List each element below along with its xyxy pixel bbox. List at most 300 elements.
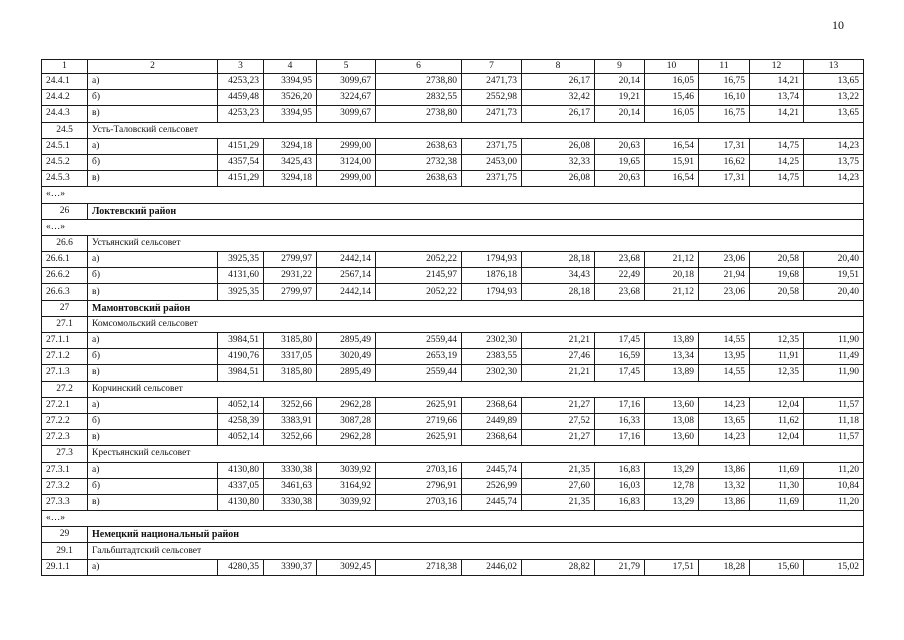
value-cell: 3925,35 xyxy=(218,252,264,268)
value-cell: 3039,92 xyxy=(317,494,376,510)
table-row xyxy=(42,413,864,429)
value-cell: 2559,44 xyxy=(376,365,462,381)
value-cell: 2799,97 xyxy=(264,252,317,268)
value-cell: 20,63 xyxy=(595,138,645,154)
value-cell: 14,25 xyxy=(750,154,804,170)
value-cell: 15,60 xyxy=(750,559,804,575)
subsection-row xyxy=(42,446,864,462)
value-cell: 16,75 xyxy=(699,106,750,122)
value-cell: 3925,35 xyxy=(218,284,264,300)
value-cell: 14,55 xyxy=(699,333,750,349)
row-code: 27.3 xyxy=(42,446,88,462)
column-header: 8 xyxy=(522,60,595,74)
value-cell: 13,95 xyxy=(699,349,750,365)
value-cell: 3294,18 xyxy=(264,138,317,154)
value-cell: 23,06 xyxy=(699,252,750,268)
value-cell: 2895,49 xyxy=(317,365,376,381)
row-label: в) xyxy=(88,430,218,446)
value-cell: 21,35 xyxy=(522,462,595,478)
value-cell: 14,23 xyxy=(804,171,864,187)
value-cell: 2371,75 xyxy=(462,171,522,187)
value-cell: 23,06 xyxy=(699,284,750,300)
value-cell: 3390,37 xyxy=(264,559,317,575)
column-header: 12 xyxy=(750,60,804,74)
value-cell: 11,20 xyxy=(804,462,864,478)
row-label: б) xyxy=(88,478,218,494)
value-cell: 11,49 xyxy=(804,349,864,365)
value-cell: 3224,67 xyxy=(317,90,376,106)
value-cell: 11,90 xyxy=(804,365,864,381)
value-cell: 3099,67 xyxy=(317,74,376,90)
value-cell: 2638,63 xyxy=(376,138,462,154)
value-cell: 21,21 xyxy=(522,333,595,349)
column-header: 2 xyxy=(88,60,218,74)
value-cell: 13,86 xyxy=(699,494,750,510)
value-cell: 15,91 xyxy=(645,154,699,170)
value-cell: 3317,05 xyxy=(264,349,317,365)
value-cell: 19,68 xyxy=(750,268,804,284)
omission-row xyxy=(42,187,864,203)
row-code: 27.3.2 xyxy=(42,478,88,494)
value-cell: 22,49 xyxy=(595,268,645,284)
value-cell: 18,28 xyxy=(699,559,750,575)
value-cell: 16,54 xyxy=(645,138,699,154)
value-cell: 13,65 xyxy=(804,74,864,90)
row-label: а) xyxy=(88,74,218,90)
subsection-row xyxy=(42,381,864,397)
value-cell: 12,04 xyxy=(750,397,804,413)
subsection-row xyxy=(42,316,864,332)
value-cell: 11,69 xyxy=(750,494,804,510)
row-code: 24.4.3 xyxy=(42,106,88,122)
value-cell: 26,08 xyxy=(522,138,595,154)
value-cell: 13,32 xyxy=(699,478,750,494)
value-cell: 11,30 xyxy=(750,478,804,494)
row-code: 24.4.2 xyxy=(42,90,88,106)
value-cell: 3124,00 xyxy=(317,154,376,170)
value-cell: 20,63 xyxy=(595,171,645,187)
row-code: 27.1.3 xyxy=(42,365,88,381)
value-cell: 4052,14 xyxy=(218,430,264,446)
table-row xyxy=(42,365,864,381)
value-cell: 3039,92 xyxy=(317,462,376,478)
column-header: 9 xyxy=(595,60,645,74)
value-cell: 3252,66 xyxy=(264,397,317,413)
subsection-title: Корчинский сельсовет xyxy=(88,381,864,397)
value-cell: 11,20 xyxy=(804,494,864,510)
value-cell: 2703,16 xyxy=(376,494,462,510)
value-cell: 3984,51 xyxy=(218,333,264,349)
table-row xyxy=(42,138,864,154)
value-cell: 12,35 xyxy=(750,333,804,349)
table-row xyxy=(42,284,864,300)
value-cell: 2895,49 xyxy=(317,333,376,349)
value-cell: 21,35 xyxy=(522,494,595,510)
value-cell: 13,65 xyxy=(804,106,864,122)
value-cell: 3425,43 xyxy=(264,154,317,170)
value-cell: 16,05 xyxy=(645,106,699,122)
value-cell: 4253,23 xyxy=(218,74,264,90)
value-cell: 3164,92 xyxy=(317,478,376,494)
table-row xyxy=(42,268,864,284)
value-cell: 16,62 xyxy=(699,154,750,170)
row-label: в) xyxy=(88,494,218,510)
row-label: в) xyxy=(88,365,218,381)
row-code: 24.5.1 xyxy=(42,138,88,154)
subsection-title: Устьянский сельсовет xyxy=(88,235,864,251)
value-cell: 11,57 xyxy=(804,397,864,413)
row-code: 27.1 xyxy=(42,316,88,332)
value-cell: 4253,23 xyxy=(218,106,264,122)
table-row xyxy=(42,430,864,446)
value-cell: 2962,28 xyxy=(317,397,376,413)
value-cell: 11,57 xyxy=(804,430,864,446)
value-cell: 2442,14 xyxy=(317,284,376,300)
value-cell: 2719,66 xyxy=(376,413,462,429)
table-row xyxy=(42,333,864,349)
table-row xyxy=(42,478,864,494)
value-cell: 17,16 xyxy=(595,397,645,413)
value-cell: 20,40 xyxy=(804,284,864,300)
value-cell: 4459,48 xyxy=(218,90,264,106)
value-cell: 14,23 xyxy=(699,397,750,413)
value-cell: 11,69 xyxy=(750,462,804,478)
value-cell: 1794,93 xyxy=(462,252,522,268)
table-row xyxy=(42,397,864,413)
row-code: 26.6 xyxy=(42,235,88,251)
value-cell: 2052,22 xyxy=(376,252,462,268)
value-cell: 2371,75 xyxy=(462,138,522,154)
subsection-row xyxy=(42,122,864,138)
tariff-table xyxy=(41,59,864,576)
column-header: 7 xyxy=(462,60,522,74)
value-cell: 4357,54 xyxy=(218,154,264,170)
column-header: 6 xyxy=(376,60,462,74)
value-cell: 17,51 xyxy=(645,559,699,575)
row-code: 27.3.1 xyxy=(42,462,88,478)
value-cell: 13,34 xyxy=(645,349,699,365)
row-code: 26.6.2 xyxy=(42,268,88,284)
value-cell: 3092,45 xyxy=(317,559,376,575)
value-cell: 2145,97 xyxy=(376,268,462,284)
value-cell: 2625,91 xyxy=(376,397,462,413)
row-label: б) xyxy=(88,90,218,106)
subsection-title: Гальбштадтский сельсовет xyxy=(88,543,864,559)
value-cell: 13,74 xyxy=(750,90,804,106)
table-row xyxy=(42,171,864,187)
value-cell: 2526,99 xyxy=(462,478,522,494)
row-label: в) xyxy=(88,106,218,122)
value-cell: 14,21 xyxy=(750,106,804,122)
value-cell: 21,27 xyxy=(522,397,595,413)
row-label: б) xyxy=(88,268,218,284)
section-row xyxy=(42,527,864,543)
row-label: а) xyxy=(88,559,218,575)
value-cell: 13,75 xyxy=(804,154,864,170)
value-cell: 11,18 xyxy=(804,413,864,429)
value-cell: 3185,80 xyxy=(264,333,317,349)
value-cell: 21,12 xyxy=(645,252,699,268)
value-cell: 2999,00 xyxy=(317,171,376,187)
value-cell: 3294,18 xyxy=(264,171,317,187)
value-cell: 2718,38 xyxy=(376,559,462,575)
omission-row xyxy=(42,219,864,235)
column-header: 4 xyxy=(264,60,317,74)
value-cell: 1794,93 xyxy=(462,284,522,300)
section-title: Немецкий национальный район xyxy=(88,527,864,543)
value-cell: 12,35 xyxy=(750,365,804,381)
value-cell: 23,68 xyxy=(595,252,645,268)
row-label: б) xyxy=(88,349,218,365)
value-cell: 32,42 xyxy=(522,90,595,106)
column-header: 1 xyxy=(42,60,88,74)
value-cell: 2799,97 xyxy=(264,284,317,300)
value-cell: 16,59 xyxy=(595,349,645,365)
value-cell: 16,05 xyxy=(645,74,699,90)
value-cell: 26,17 xyxy=(522,74,595,90)
value-cell: 2738,80 xyxy=(376,74,462,90)
omission-mark: «…» xyxy=(42,187,864,203)
value-cell: 4151,29 xyxy=(218,171,264,187)
section-title: Мамонтовский район xyxy=(88,300,864,316)
value-cell: 32,33 xyxy=(522,154,595,170)
value-cell: 2638,63 xyxy=(376,171,462,187)
value-cell: 16,83 xyxy=(595,494,645,510)
value-cell: 13,89 xyxy=(645,333,699,349)
value-cell: 3394,95 xyxy=(264,106,317,122)
value-cell: 2368,64 xyxy=(462,397,522,413)
value-cell: 3526,20 xyxy=(264,90,317,106)
value-cell: 2999,00 xyxy=(317,138,376,154)
value-cell: 19,51 xyxy=(804,268,864,284)
value-cell: 4130,80 xyxy=(218,494,264,510)
omission-row xyxy=(42,511,864,527)
row-code: 26 xyxy=(42,203,88,219)
value-cell: 4280,35 xyxy=(218,559,264,575)
column-header: 3 xyxy=(218,60,264,74)
value-cell: 2559,44 xyxy=(376,333,462,349)
row-label: б) xyxy=(88,413,218,429)
row-code: 24.5.3 xyxy=(42,171,88,187)
column-header: 5 xyxy=(317,60,376,74)
omission-mark: «…» xyxy=(42,511,864,527)
column-header: 10 xyxy=(645,60,699,74)
value-cell: 3099,67 xyxy=(317,106,376,122)
value-cell: 19,21 xyxy=(595,90,645,106)
value-cell: 26,17 xyxy=(522,106,595,122)
value-cell: 21,21 xyxy=(522,365,595,381)
page-number: 10 xyxy=(832,18,844,32)
value-cell: 21,12 xyxy=(645,284,699,300)
value-cell: 2302,30 xyxy=(462,365,522,381)
value-cell: 3984,51 xyxy=(218,365,264,381)
value-cell: 2796,91 xyxy=(376,478,462,494)
value-cell: 3087,28 xyxy=(317,413,376,429)
value-cell: 2653,19 xyxy=(376,349,462,365)
subsection-title: Комсомольский сельсовет xyxy=(88,316,864,332)
value-cell: 2567,14 xyxy=(317,268,376,284)
value-cell: 13,08 xyxy=(645,413,699,429)
table-row xyxy=(42,462,864,478)
value-cell: 14,23 xyxy=(699,430,750,446)
value-cell: 3461,63 xyxy=(264,478,317,494)
value-cell: 3252,66 xyxy=(264,430,317,446)
value-cell: 4131,60 xyxy=(218,268,264,284)
row-label: в) xyxy=(88,284,218,300)
table-row xyxy=(42,349,864,365)
subsection-row xyxy=(42,543,864,559)
row-label: а) xyxy=(88,252,218,268)
value-cell: 2931,22 xyxy=(264,268,317,284)
column-header: 13 xyxy=(804,60,864,74)
value-cell: 13,60 xyxy=(645,430,699,446)
value-cell: 28,82 xyxy=(522,559,595,575)
value-cell: 13,89 xyxy=(645,365,699,381)
row-code: 27.2 xyxy=(42,381,88,397)
value-cell: 2471,73 xyxy=(462,74,522,90)
value-cell: 27,52 xyxy=(522,413,595,429)
value-cell: 2445,74 xyxy=(462,462,522,478)
row-label: а) xyxy=(88,333,218,349)
value-cell: 11,90 xyxy=(804,333,864,349)
value-cell: 2738,80 xyxy=(376,106,462,122)
value-cell: 14,75 xyxy=(750,171,804,187)
value-cell: 2445,74 xyxy=(462,494,522,510)
value-cell: 12,78 xyxy=(645,478,699,494)
row-code: 27.3.3 xyxy=(42,494,88,510)
subsection-title: Крестьянский сельсовет xyxy=(88,446,864,462)
value-cell: 10,84 xyxy=(804,478,864,494)
value-cell: 2302,30 xyxy=(462,333,522,349)
value-cell: 2552,98 xyxy=(462,90,522,106)
table-row xyxy=(42,494,864,510)
value-cell: 14,55 xyxy=(699,365,750,381)
value-cell: 13,22 xyxy=(804,90,864,106)
section-title: Локтевский район xyxy=(88,203,864,219)
row-code: 29.1.1 xyxy=(42,559,88,575)
row-code: 27.1.1 xyxy=(42,333,88,349)
value-cell: 23,68 xyxy=(595,284,645,300)
value-cell: 2732,38 xyxy=(376,154,462,170)
row-code: 24.5 xyxy=(42,122,88,138)
value-cell: 16,03 xyxy=(595,478,645,494)
value-cell: 2453,00 xyxy=(462,154,522,170)
row-label: в) xyxy=(88,171,218,187)
value-cell: 3020,49 xyxy=(317,349,376,365)
omission-mark: «…» xyxy=(42,219,864,235)
value-cell: 4258,39 xyxy=(218,413,264,429)
value-cell: 11,91 xyxy=(750,349,804,365)
value-cell: 4190,76 xyxy=(218,349,264,365)
value-cell: 26,08 xyxy=(522,171,595,187)
row-label: а) xyxy=(88,138,218,154)
row-code: 29.1 xyxy=(42,543,88,559)
value-cell: 12,04 xyxy=(750,430,804,446)
value-cell: 17,31 xyxy=(699,171,750,187)
subsection-row xyxy=(42,235,864,251)
value-cell: 14,21 xyxy=(750,74,804,90)
value-cell: 2442,14 xyxy=(317,252,376,268)
row-code: 24.4.1 xyxy=(42,74,88,90)
value-cell: 2703,16 xyxy=(376,462,462,478)
value-cell: 27,46 xyxy=(522,349,595,365)
value-cell: 16,75 xyxy=(699,74,750,90)
value-cell: 11,62 xyxy=(750,413,804,429)
value-cell: 2383,55 xyxy=(462,349,522,365)
row-code: 29 xyxy=(42,527,88,543)
value-cell: 2625,91 xyxy=(376,430,462,446)
value-cell: 20,18 xyxy=(645,268,699,284)
value-cell: 16,10 xyxy=(699,90,750,106)
table-row xyxy=(42,559,864,575)
value-cell: 14,23 xyxy=(804,138,864,154)
value-cell: 17,31 xyxy=(699,138,750,154)
value-cell: 2449,89 xyxy=(462,413,522,429)
value-cell: 15,02 xyxy=(804,559,864,575)
table-row xyxy=(42,74,864,90)
value-cell: 20,40 xyxy=(804,252,864,268)
value-cell: 13,29 xyxy=(645,462,699,478)
table-row xyxy=(42,154,864,170)
value-cell: 28,18 xyxy=(522,252,595,268)
value-cell: 27,60 xyxy=(522,478,595,494)
value-cell: 3330,38 xyxy=(264,462,317,478)
row-code: 27.2.2 xyxy=(42,413,88,429)
value-cell: 21,79 xyxy=(595,559,645,575)
value-cell: 4130,80 xyxy=(218,462,264,478)
value-cell: 34,43 xyxy=(522,268,595,284)
row-code: 27 xyxy=(42,300,88,316)
header-row xyxy=(42,60,864,74)
value-cell: 2832,55 xyxy=(376,90,462,106)
value-cell: 13,86 xyxy=(699,462,750,478)
row-label: а) xyxy=(88,462,218,478)
value-cell: 3330,38 xyxy=(264,494,317,510)
value-cell: 2368,64 xyxy=(462,430,522,446)
row-code: 24.5.2 xyxy=(42,154,88,170)
row-code: 27.2.1 xyxy=(42,397,88,413)
value-cell: 2471,73 xyxy=(462,106,522,122)
value-cell: 4052,14 xyxy=(218,397,264,413)
value-cell: 16,54 xyxy=(645,171,699,187)
value-cell: 20,14 xyxy=(595,74,645,90)
value-cell: 19,65 xyxy=(595,154,645,170)
value-cell: 16,33 xyxy=(595,413,645,429)
value-cell: 3383,91 xyxy=(264,413,317,429)
table-row xyxy=(42,106,864,122)
value-cell: 20,14 xyxy=(595,106,645,122)
value-cell: 3185,80 xyxy=(264,365,317,381)
row-code: 27.2.3 xyxy=(42,430,88,446)
value-cell: 16,83 xyxy=(595,462,645,478)
value-cell: 21,94 xyxy=(699,268,750,284)
value-cell: 13,60 xyxy=(645,397,699,413)
value-cell: 4151,29 xyxy=(218,138,264,154)
value-cell: 20,58 xyxy=(750,284,804,300)
value-cell: 2446,02 xyxy=(462,559,522,575)
value-cell: 17,16 xyxy=(595,430,645,446)
value-cell: 4337,05 xyxy=(218,478,264,494)
value-cell: 20,58 xyxy=(750,252,804,268)
value-cell: 1876,18 xyxy=(462,268,522,284)
value-cell: 17,45 xyxy=(595,365,645,381)
row-code: 27.1.2 xyxy=(42,349,88,365)
value-cell: 17,45 xyxy=(595,333,645,349)
value-cell: 13,29 xyxy=(645,494,699,510)
value-cell: 15,46 xyxy=(645,90,699,106)
subsection-title: Усть-Таловский сельсовет xyxy=(88,122,864,138)
row-code: 26.6.1 xyxy=(42,252,88,268)
